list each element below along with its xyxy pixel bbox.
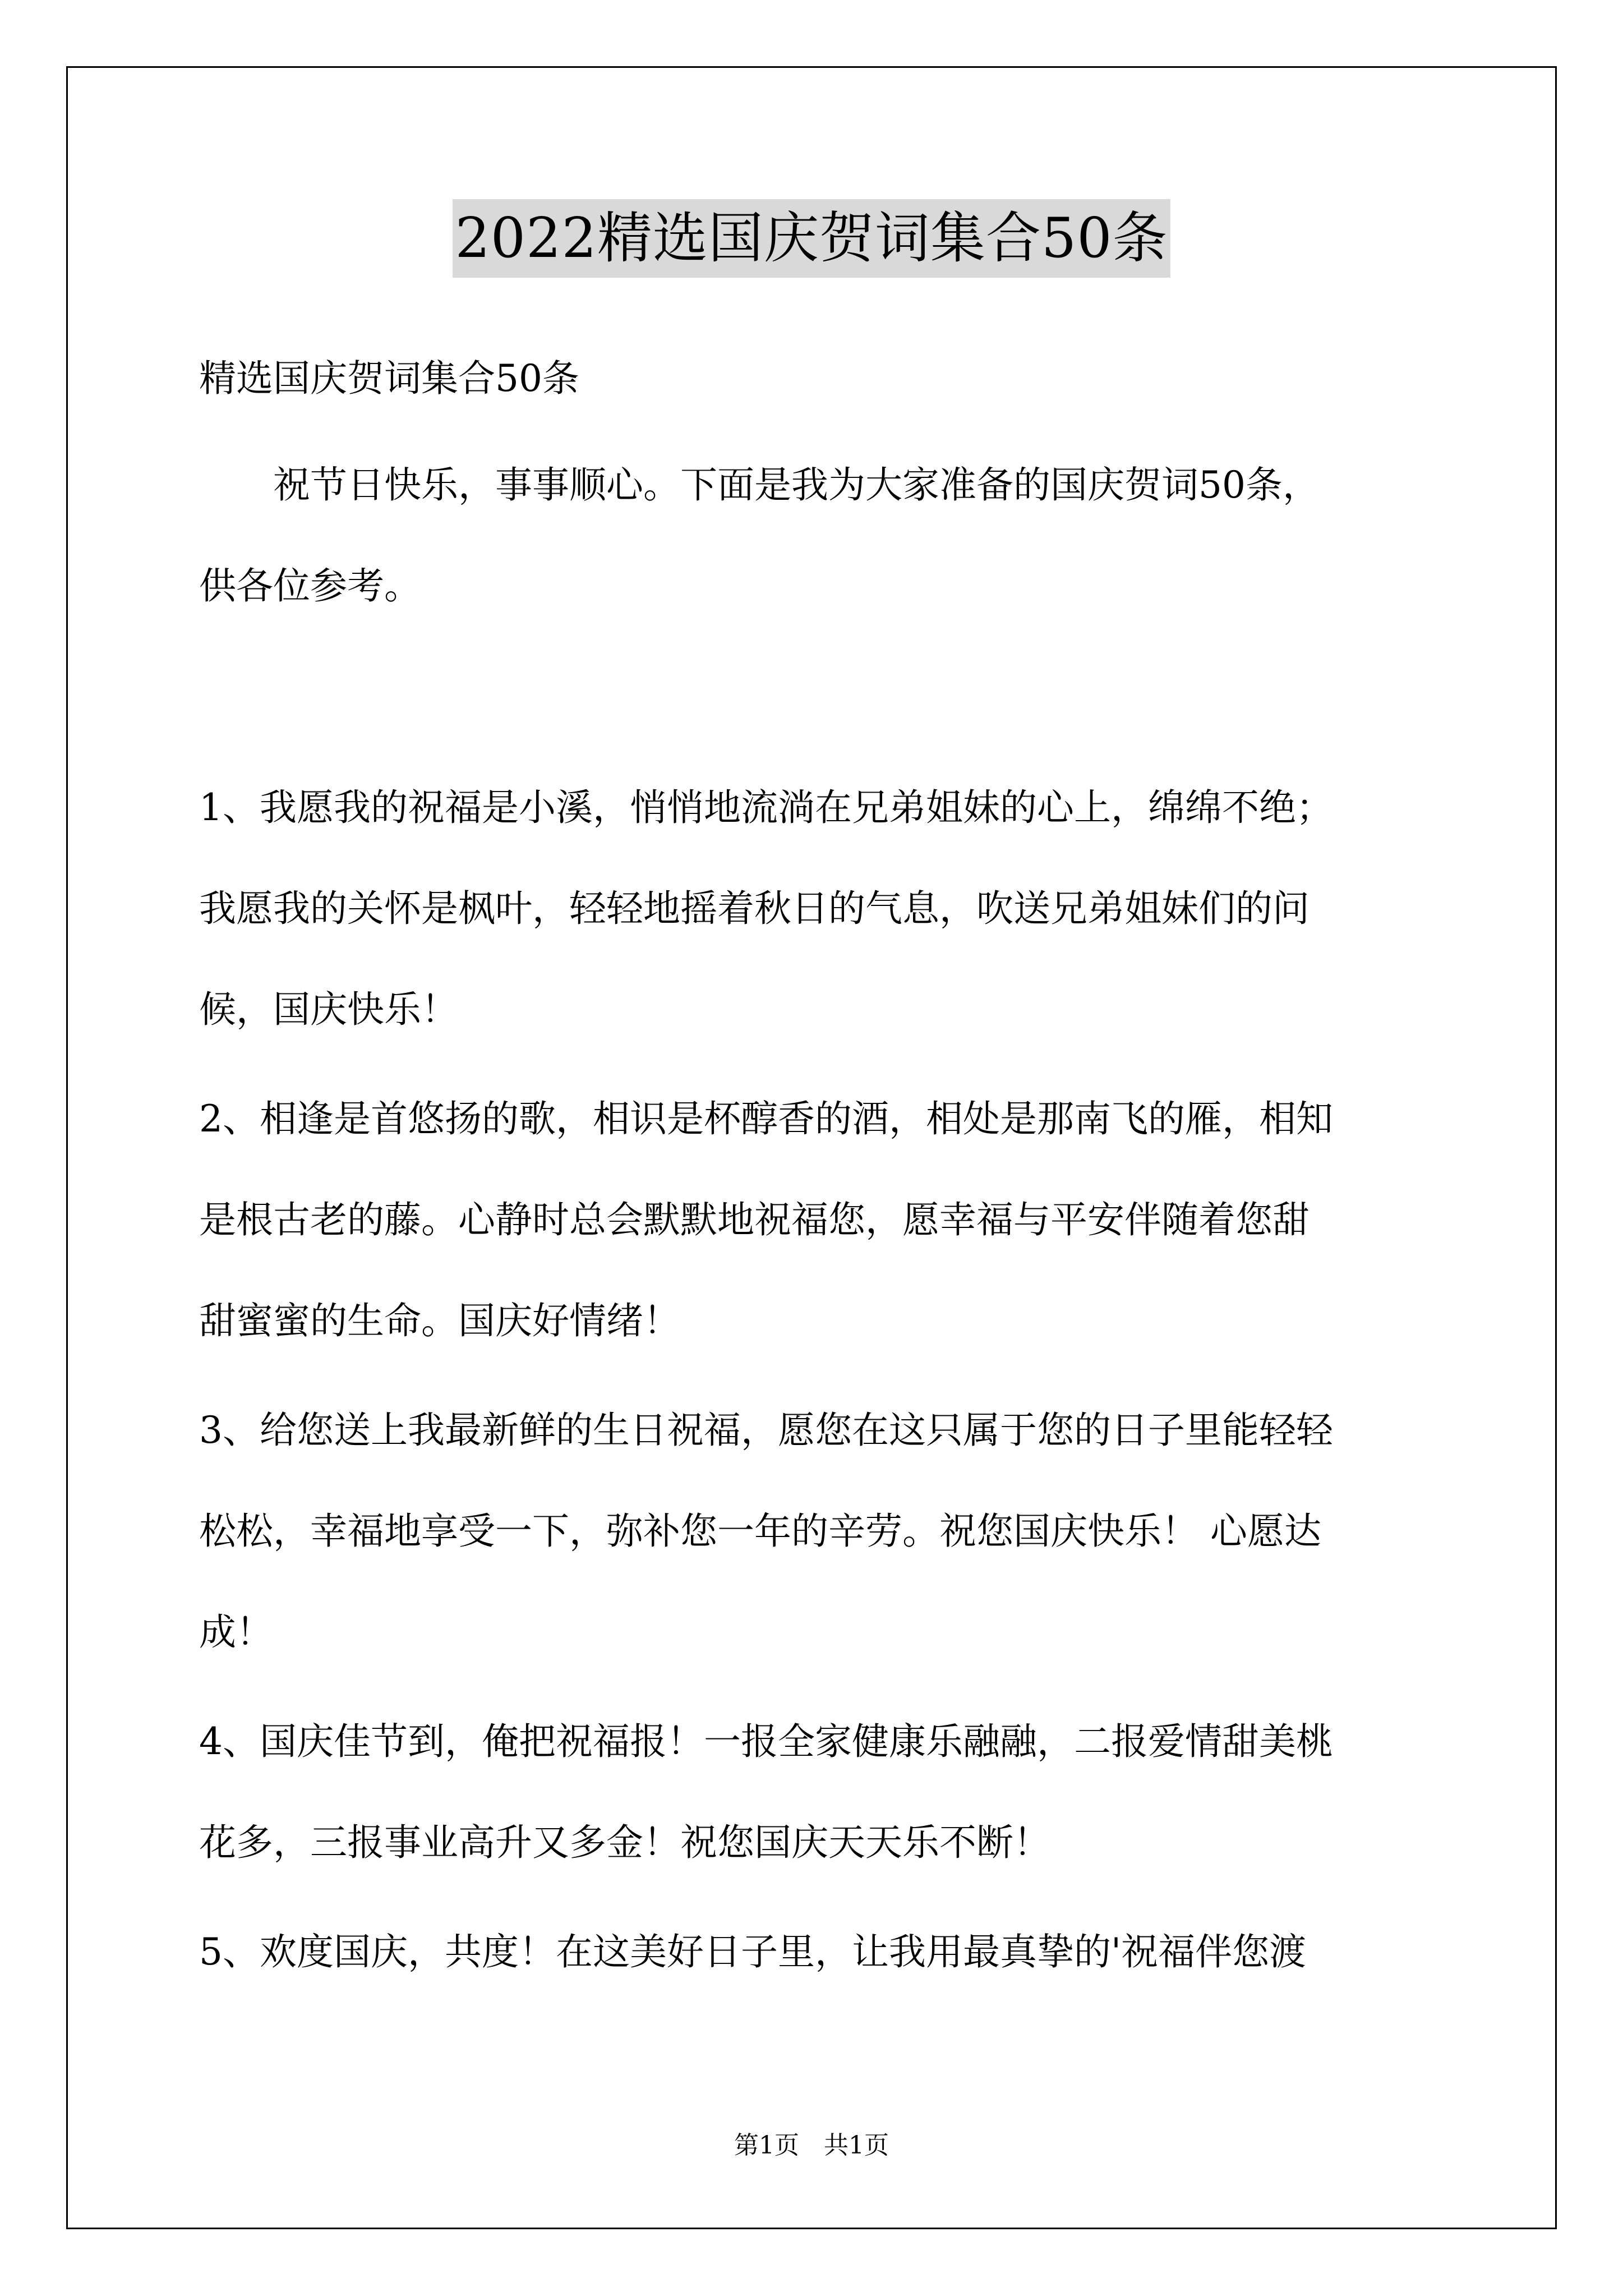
item-1-line-3: 候，国庆快乐！: [199, 988, 458, 1031]
title-container: [0, 199, 1623, 278]
item-3-line-3: 成！: [199, 1611, 273, 1654]
intro-line-2: 供各位参考。: [199, 564, 421, 608]
item-4-line-1: 4、国庆佳节到，俺把祝福报！一报全家健康乐融融，二报爱情甜美桃: [199, 1720, 1333, 1763]
item-3-line-1: 3、给您送上我最新鲜的生日祝福，愿您在这只属于您的日子里能轻轻: [199, 1409, 1333, 1452]
item-3-line-2: 松松，幸福地享受一下，弥补您一年的辛劳。祝您国庆快乐！ 心愿达: [199, 1510, 1321, 1553]
item-5-line-1: 5、欢度国庆，共度！在这美好日子里，让我用最真挚的'祝福伴您渡: [199, 1930, 1307, 1973]
intro-line-1: 祝节日快乐，事事顺心。下面是我为大家准备的国庆贺词50条，: [199, 463, 1320, 507]
item-1-line-2: 我愿我的关怀是枫叶，轻轻地摇着秋日的气息，吹送兄弟姐妹们的问: [199, 887, 1310, 930]
subtitle-line: 精选国庆贺词集合50条: [199, 357, 579, 400]
item-2-line-1: 2、相逢是首悠扬的歌，相识是杯醇香的酒，相处是那南飞的雁，相知: [199, 1097, 1333, 1140]
page-footer: 第1页 共1页: [734, 2131, 889, 2160]
item-2-line-3: 甜蜜蜜的生命。国庆好情绪！: [199, 1299, 680, 1342]
item-1-line-1: 1、我愿我的祝福是小溪，悄悄地流淌在兄弟姐妹的心上，绵绵不绝；: [199, 786, 1333, 829]
document-title: 2022精选国庆贺词集合50条: [453, 199, 1170, 278]
item-4-line-2: 花多，三报事业高升又多金！祝您国庆天天乐不断！: [199, 1821, 1050, 1864]
item-2-line-2: 是根古老的藤。心静时总会默默地祝福您，愿幸福与平安伴随着您甜: [199, 1198, 1310, 1241]
